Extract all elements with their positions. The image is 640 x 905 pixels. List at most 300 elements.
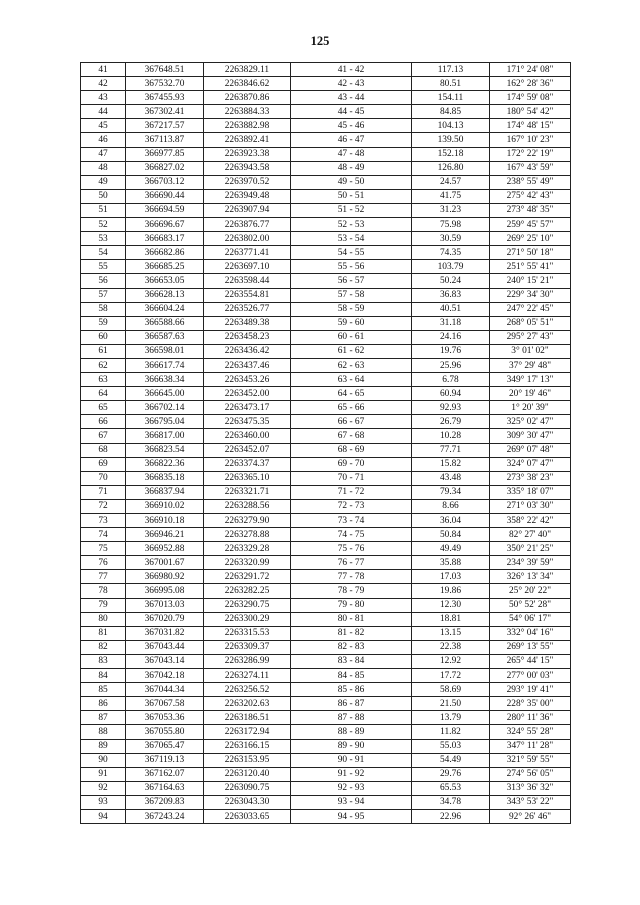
segment-cell: 94 - 95 (291, 809, 412, 823)
table-row (81, 654, 571, 668)
table-row (81, 401, 571, 415)
segment-cell: 42 - 43 (291, 77, 412, 91)
distance-cell: 65.53 (412, 781, 490, 795)
x-coordinate-cell: 367020.79 (126, 612, 204, 626)
bearing-cell: 228° 35' 00" (490, 697, 571, 711)
table-row (81, 330, 571, 344)
point-number-cell: 61 (81, 344, 126, 358)
segment-cell: 46 - 47 (291, 133, 412, 147)
segment-cell: 55 - 56 (291, 260, 412, 274)
point-number-cell: 75 (81, 542, 126, 556)
point-number-cell: 71 (81, 485, 126, 499)
y-coordinate-cell: 2263202.63 (204, 697, 291, 711)
distance-cell: 35.88 (412, 556, 490, 570)
bearing-cell: 273° 38' 23" (490, 471, 571, 485)
bearing-cell: 309° 30' 47" (490, 429, 571, 443)
table-row (81, 471, 571, 485)
bearing-cell: 251° 55' 41" (490, 260, 571, 274)
segment-cell: 81 - 82 (291, 626, 412, 640)
y-coordinate-cell: 2263256.52 (204, 683, 291, 697)
y-coordinate-cell: 2263943.58 (204, 161, 291, 175)
y-coordinate-cell: 2263475.35 (204, 415, 291, 429)
bearing-cell: 259° 45' 57" (490, 218, 571, 232)
distance-cell: 13.15 (412, 626, 490, 640)
segment-cell: 80 - 81 (291, 612, 412, 626)
point-number-cell: 87 (81, 711, 126, 725)
x-coordinate-cell: 367043.44 (126, 640, 204, 654)
x-coordinate-cell: 366823.54 (126, 443, 204, 457)
x-coordinate-cell: 366822.36 (126, 457, 204, 471)
distance-cell: 22.96 (412, 809, 490, 823)
segment-cell: 58 - 59 (291, 302, 412, 316)
table-row (81, 147, 571, 161)
segment-cell: 93 - 94 (291, 795, 412, 809)
point-number-cell: 91 (81, 767, 126, 781)
y-coordinate-cell: 2263884.33 (204, 105, 291, 119)
distance-cell: 26.79 (412, 415, 490, 429)
x-coordinate-cell: 366617.74 (126, 358, 204, 372)
y-coordinate-cell: 2263452.07 (204, 443, 291, 457)
x-coordinate-cell: 366683.17 (126, 232, 204, 246)
point-number-cell: 68 (81, 443, 126, 457)
point-number-cell: 86 (81, 697, 126, 711)
bearing-cell: 293° 19' 41" (490, 683, 571, 697)
y-coordinate-cell: 2263315.53 (204, 626, 291, 640)
y-coordinate-cell: 2263329.28 (204, 542, 291, 556)
distance-cell: 36.04 (412, 514, 490, 528)
bearing-cell: 92° 26' 46" (490, 809, 571, 823)
table-row (81, 809, 571, 823)
y-coordinate-cell: 2263043.30 (204, 795, 291, 809)
point-number-cell: 42 (81, 77, 126, 91)
x-coordinate-cell: 366977.85 (126, 147, 204, 161)
point-number-cell: 73 (81, 514, 126, 528)
y-coordinate-cell: 2263846.62 (204, 77, 291, 91)
bearing-cell: 1° 20' 39" (490, 401, 571, 415)
bearing-cell: 335° 18' 07" (490, 485, 571, 499)
y-coordinate-cell: 2263166.15 (204, 739, 291, 753)
segment-cell: 66 - 67 (291, 415, 412, 429)
table-row (81, 781, 571, 795)
y-coordinate-cell: 2263554.81 (204, 288, 291, 302)
point-number-cell: 63 (81, 373, 126, 387)
x-coordinate-cell: 367217.57 (126, 119, 204, 133)
segment-cell: 92 - 93 (291, 781, 412, 795)
bearing-cell: 167° 43' 59" (490, 161, 571, 175)
bearing-cell: 247° 22' 45" (490, 302, 571, 316)
table-row (81, 189, 571, 203)
x-coordinate-cell: 366694.59 (126, 203, 204, 217)
segment-cell: 68 - 69 (291, 443, 412, 457)
y-coordinate-cell: 2263090.75 (204, 781, 291, 795)
table-row (81, 260, 571, 274)
table-row (81, 63, 571, 77)
x-coordinate-cell: 366696.67 (126, 218, 204, 232)
bearing-cell: 3° 01' 02" (490, 344, 571, 358)
distance-cell: 117.13 (412, 63, 490, 77)
table-row (81, 457, 571, 471)
x-coordinate-cell: 366835.18 (126, 471, 204, 485)
y-coordinate-cell: 2263282.25 (204, 584, 291, 598)
x-coordinate-cell: 366685.25 (126, 260, 204, 274)
bearing-cell: 180° 54' 42" (490, 105, 571, 119)
point-number-cell: 65 (81, 401, 126, 415)
point-number-cell: 80 (81, 612, 126, 626)
segment-cell: 91 - 92 (291, 767, 412, 781)
point-number-cell: 85 (81, 683, 126, 697)
table-row (81, 316, 571, 330)
table-row (81, 373, 571, 387)
x-coordinate-cell: 366598.01 (126, 344, 204, 358)
table-row (81, 387, 571, 401)
y-coordinate-cell: 2263697.10 (204, 260, 291, 274)
bearing-cell: 358° 22' 42" (490, 514, 571, 528)
y-coordinate-cell: 2263186.51 (204, 711, 291, 725)
x-coordinate-cell: 367044.34 (126, 683, 204, 697)
point-number-cell: 66 (81, 415, 126, 429)
segment-cell: 70 - 71 (291, 471, 412, 485)
bearing-cell: 82° 27' 40" (490, 528, 571, 542)
segment-cell: 75 - 76 (291, 542, 412, 556)
x-coordinate-cell: 366588.66 (126, 316, 204, 330)
segment-cell: 84 - 85 (291, 669, 412, 683)
segment-cell: 83 - 84 (291, 654, 412, 668)
distance-cell: 55.03 (412, 739, 490, 753)
distance-cell: 25.96 (412, 358, 490, 372)
y-coordinate-cell: 2263288.56 (204, 499, 291, 513)
bearing-cell: 174° 59' 08" (490, 91, 571, 105)
bearing-cell: 54° 06' 17" (490, 612, 571, 626)
coordinates-table (80, 62, 571, 824)
y-coordinate-cell: 2263949.48 (204, 189, 291, 203)
segment-cell: 73 - 74 (291, 514, 412, 528)
x-coordinate-cell: 366910.18 (126, 514, 204, 528)
x-coordinate-cell: 366827.02 (126, 161, 204, 175)
distance-cell: 24.16 (412, 330, 490, 344)
distance-cell: 92.93 (412, 401, 490, 415)
distance-cell: 50.84 (412, 528, 490, 542)
bearing-cell: 295° 27' 43" (490, 330, 571, 344)
x-coordinate-cell: 367302.41 (126, 105, 204, 119)
x-coordinate-cell: 367067.58 (126, 697, 204, 711)
x-coordinate-cell: 366795.04 (126, 415, 204, 429)
table-row (81, 612, 571, 626)
y-coordinate-cell: 2263970.52 (204, 175, 291, 189)
table-row (81, 344, 571, 358)
y-coordinate-cell: 2263829.11 (204, 63, 291, 77)
bearing-cell: 265° 44' 15" (490, 654, 571, 668)
bearing-cell: 273° 48' 35" (490, 203, 571, 217)
distance-cell: 15.82 (412, 457, 490, 471)
y-coordinate-cell: 2263489.38 (204, 316, 291, 330)
x-coordinate-cell: 366703.12 (126, 175, 204, 189)
bearing-cell: 238° 55' 49" (490, 175, 571, 189)
table-row (81, 77, 571, 91)
y-coordinate-cell: 2263526.77 (204, 302, 291, 316)
x-coordinate-cell: 367013.03 (126, 598, 204, 612)
point-number-cell: 55 (81, 260, 126, 274)
bearing-cell: 268° 05' 51" (490, 316, 571, 330)
point-number-cell: 41 (81, 63, 126, 77)
segment-cell: 78 - 79 (291, 584, 412, 598)
y-coordinate-cell: 2263876.77 (204, 218, 291, 232)
distance-cell: 43.48 (412, 471, 490, 485)
segment-cell: 79 - 80 (291, 598, 412, 612)
table-row (81, 514, 571, 528)
bearing-cell: 326° 13' 34" (490, 570, 571, 584)
point-number-cell: 45 (81, 119, 126, 133)
bearing-cell: 321° 59' 55" (490, 753, 571, 767)
point-number-cell: 76 (81, 556, 126, 570)
table-row (81, 570, 571, 584)
x-coordinate-cell: 366995.08 (126, 584, 204, 598)
segment-cell: 72 - 73 (291, 499, 412, 513)
point-number-cell: 48 (81, 161, 126, 175)
segment-cell: 54 - 55 (291, 246, 412, 260)
point-number-cell: 51 (81, 203, 126, 217)
x-coordinate-cell: 367065.47 (126, 739, 204, 753)
y-coordinate-cell: 2263802.00 (204, 232, 291, 246)
bearing-cell: 229° 34' 30" (490, 288, 571, 302)
segment-cell: 88 - 89 (291, 725, 412, 739)
bearing-cell: 50° 52' 28" (490, 598, 571, 612)
x-coordinate-cell: 367113.87 (126, 133, 204, 147)
distance-cell: 49.49 (412, 542, 490, 556)
segment-cell: 89 - 90 (291, 739, 412, 753)
table-row (81, 626, 571, 640)
point-number-cell: 67 (81, 429, 126, 443)
table-row (81, 119, 571, 133)
y-coordinate-cell: 2263458.23 (204, 330, 291, 344)
x-coordinate-cell: 366628.13 (126, 288, 204, 302)
x-coordinate-cell: 367164.63 (126, 781, 204, 795)
distance-cell: 60.94 (412, 387, 490, 401)
bearing-cell: 269° 07' 48" (490, 443, 571, 457)
x-coordinate-cell: 367001.67 (126, 556, 204, 570)
x-coordinate-cell: 366638.34 (126, 373, 204, 387)
point-number-cell: 44 (81, 105, 126, 119)
point-number-cell: 79 (81, 598, 126, 612)
bearing-cell: 269° 13' 55" (490, 640, 571, 654)
bearing-cell: 280° 11' 36" (490, 711, 571, 725)
segment-cell: 71 - 72 (291, 485, 412, 499)
point-number-cell: 81 (81, 626, 126, 640)
point-number-cell: 89 (81, 739, 126, 753)
point-number-cell: 54 (81, 246, 126, 260)
x-coordinate-cell: 367031.82 (126, 626, 204, 640)
bearing-cell: 343° 53' 22" (490, 795, 571, 809)
distance-cell: 31.18 (412, 316, 490, 330)
y-coordinate-cell: 2263320.99 (204, 556, 291, 570)
table-row (81, 711, 571, 725)
distance-cell: 12.92 (412, 654, 490, 668)
y-coordinate-cell: 2263172.94 (204, 725, 291, 739)
segment-cell: 44 - 45 (291, 105, 412, 119)
bearing-cell: 240° 15' 21" (490, 274, 571, 288)
bearing-cell: 350° 21' 25" (490, 542, 571, 556)
table-row (81, 598, 571, 612)
segment-cell: 51 - 52 (291, 203, 412, 217)
table-row (81, 246, 571, 260)
bearing-cell: 269° 25' 10" (490, 232, 571, 246)
y-coordinate-cell: 2263892.41 (204, 133, 291, 147)
table-row (81, 542, 571, 556)
x-coordinate-cell: 366690.44 (126, 189, 204, 203)
bearing-cell: 274° 56' 05" (490, 767, 571, 781)
table-row (81, 218, 571, 232)
table-row (81, 556, 571, 570)
table-row (81, 302, 571, 316)
segment-cell: 86 - 87 (291, 697, 412, 711)
y-coordinate-cell: 2263286.99 (204, 654, 291, 668)
point-number-cell: 62 (81, 358, 126, 372)
distance-cell: 36.83 (412, 288, 490, 302)
distance-cell: 13.79 (412, 711, 490, 725)
distance-cell: 126.80 (412, 161, 490, 175)
table-row (81, 288, 571, 302)
x-coordinate-cell: 367243.24 (126, 809, 204, 823)
x-coordinate-cell: 367043.14 (126, 654, 204, 668)
table-row (81, 415, 571, 429)
y-coordinate-cell: 2263291.72 (204, 570, 291, 584)
point-number-cell: 82 (81, 640, 126, 654)
point-number-cell: 90 (81, 753, 126, 767)
x-coordinate-cell: 366682.86 (126, 246, 204, 260)
table-row (81, 203, 571, 217)
table-row (81, 767, 571, 781)
table-row (81, 161, 571, 175)
distance-cell: 154.11 (412, 91, 490, 105)
distance-cell: 11.82 (412, 725, 490, 739)
x-coordinate-cell: 367053.36 (126, 711, 204, 725)
bearing-cell: 271° 03' 30" (490, 499, 571, 513)
x-coordinate-cell: 367209.83 (126, 795, 204, 809)
bearing-cell: 25° 20' 22" (490, 584, 571, 598)
segment-cell: 65 - 66 (291, 401, 412, 415)
point-number-cell: 50 (81, 189, 126, 203)
y-coordinate-cell: 2263321.71 (204, 485, 291, 499)
distance-cell: 58.69 (412, 683, 490, 697)
bearing-cell: 325° 02' 47" (490, 415, 571, 429)
bearing-cell: 324° 55' 28" (490, 725, 571, 739)
table-row (81, 105, 571, 119)
point-number-cell: 58 (81, 302, 126, 316)
y-coordinate-cell: 2263033.65 (204, 809, 291, 823)
distance-cell: 34.78 (412, 795, 490, 809)
y-coordinate-cell: 2263300.29 (204, 612, 291, 626)
point-number-cell: 93 (81, 795, 126, 809)
bearing-cell: 275° 42' 43" (490, 189, 571, 203)
distance-cell: 31.23 (412, 203, 490, 217)
table-row (81, 669, 571, 683)
distance-cell: 17.03 (412, 570, 490, 584)
x-coordinate-cell: 367648.51 (126, 63, 204, 77)
segment-cell: 60 - 61 (291, 330, 412, 344)
x-coordinate-cell: 366910.02 (126, 499, 204, 513)
table-row (81, 584, 571, 598)
y-coordinate-cell: 2263309.37 (204, 640, 291, 654)
distance-cell: 29.76 (412, 767, 490, 781)
table-row (81, 528, 571, 542)
table-body (81, 63, 571, 824)
segment-cell: 85 - 86 (291, 683, 412, 697)
segment-cell: 74 - 75 (291, 528, 412, 542)
segment-cell: 77 - 78 (291, 570, 412, 584)
table-row (81, 175, 571, 189)
point-number-cell: 70 (81, 471, 126, 485)
x-coordinate-cell: 366980.92 (126, 570, 204, 584)
table-row (81, 683, 571, 697)
bearing-cell: 174° 48' 15" (490, 119, 571, 133)
distance-cell: 12.30 (412, 598, 490, 612)
segment-cell: 61 - 62 (291, 344, 412, 358)
table-row (81, 499, 571, 513)
segment-cell: 41 - 42 (291, 63, 412, 77)
page-number: 125 (310, 34, 330, 48)
y-coordinate-cell: 2263290.75 (204, 598, 291, 612)
point-number-cell: 64 (81, 387, 126, 401)
segment-cell: 87 - 88 (291, 711, 412, 725)
segment-cell: 64 - 65 (291, 387, 412, 401)
distance-cell: 21.50 (412, 697, 490, 711)
y-coordinate-cell: 2263278.88 (204, 528, 291, 542)
distance-cell: 84.85 (412, 105, 490, 119)
table-row (81, 640, 571, 654)
y-coordinate-cell: 2263870.86 (204, 91, 291, 105)
x-coordinate-cell: 367119.13 (126, 753, 204, 767)
y-coordinate-cell: 2263153.95 (204, 753, 291, 767)
bearing-cell: 347° 11' 28" (490, 739, 571, 753)
table-row (81, 91, 571, 105)
x-coordinate-cell: 366817.00 (126, 429, 204, 443)
point-number-cell: 88 (81, 725, 126, 739)
x-coordinate-cell: 366645.00 (126, 387, 204, 401)
x-coordinate-cell: 366946.21 (126, 528, 204, 542)
segment-cell: 90 - 91 (291, 753, 412, 767)
segment-cell: 62 - 63 (291, 358, 412, 372)
point-number-cell: 53 (81, 232, 126, 246)
bearing-cell: 277° 00' 03" (490, 669, 571, 683)
y-coordinate-cell: 2263771.41 (204, 246, 291, 260)
segment-cell: 43 - 44 (291, 91, 412, 105)
bearing-cell: 37° 29' 48" (490, 358, 571, 372)
y-coordinate-cell: 2263452.00 (204, 387, 291, 401)
table-row (81, 232, 571, 246)
distance-cell: 40.51 (412, 302, 490, 316)
distance-cell: 6.78 (412, 373, 490, 387)
segment-cell: 52 - 53 (291, 218, 412, 232)
bearing-cell: 234° 39' 59" (490, 556, 571, 570)
distance-cell: 50.24 (412, 274, 490, 288)
table-row (81, 274, 571, 288)
y-coordinate-cell: 2263279.90 (204, 514, 291, 528)
distance-cell: 152.18 (412, 147, 490, 161)
distance-cell: 139.50 (412, 133, 490, 147)
y-coordinate-cell: 2263374.37 (204, 457, 291, 471)
bearing-cell: 20° 19' 46" (490, 387, 571, 401)
y-coordinate-cell: 2263907.94 (204, 203, 291, 217)
distance-cell: 41.75 (412, 189, 490, 203)
table-row (81, 739, 571, 753)
bearing-cell: 271° 50' 18" (490, 246, 571, 260)
x-coordinate-cell: 366837.94 (126, 485, 204, 499)
point-number-cell: 69 (81, 457, 126, 471)
segment-cell: 82 - 83 (291, 640, 412, 654)
point-number-cell: 47 (81, 147, 126, 161)
point-number-cell: 84 (81, 669, 126, 683)
point-number-cell: 52 (81, 218, 126, 232)
x-coordinate-cell: 367162.07 (126, 767, 204, 781)
